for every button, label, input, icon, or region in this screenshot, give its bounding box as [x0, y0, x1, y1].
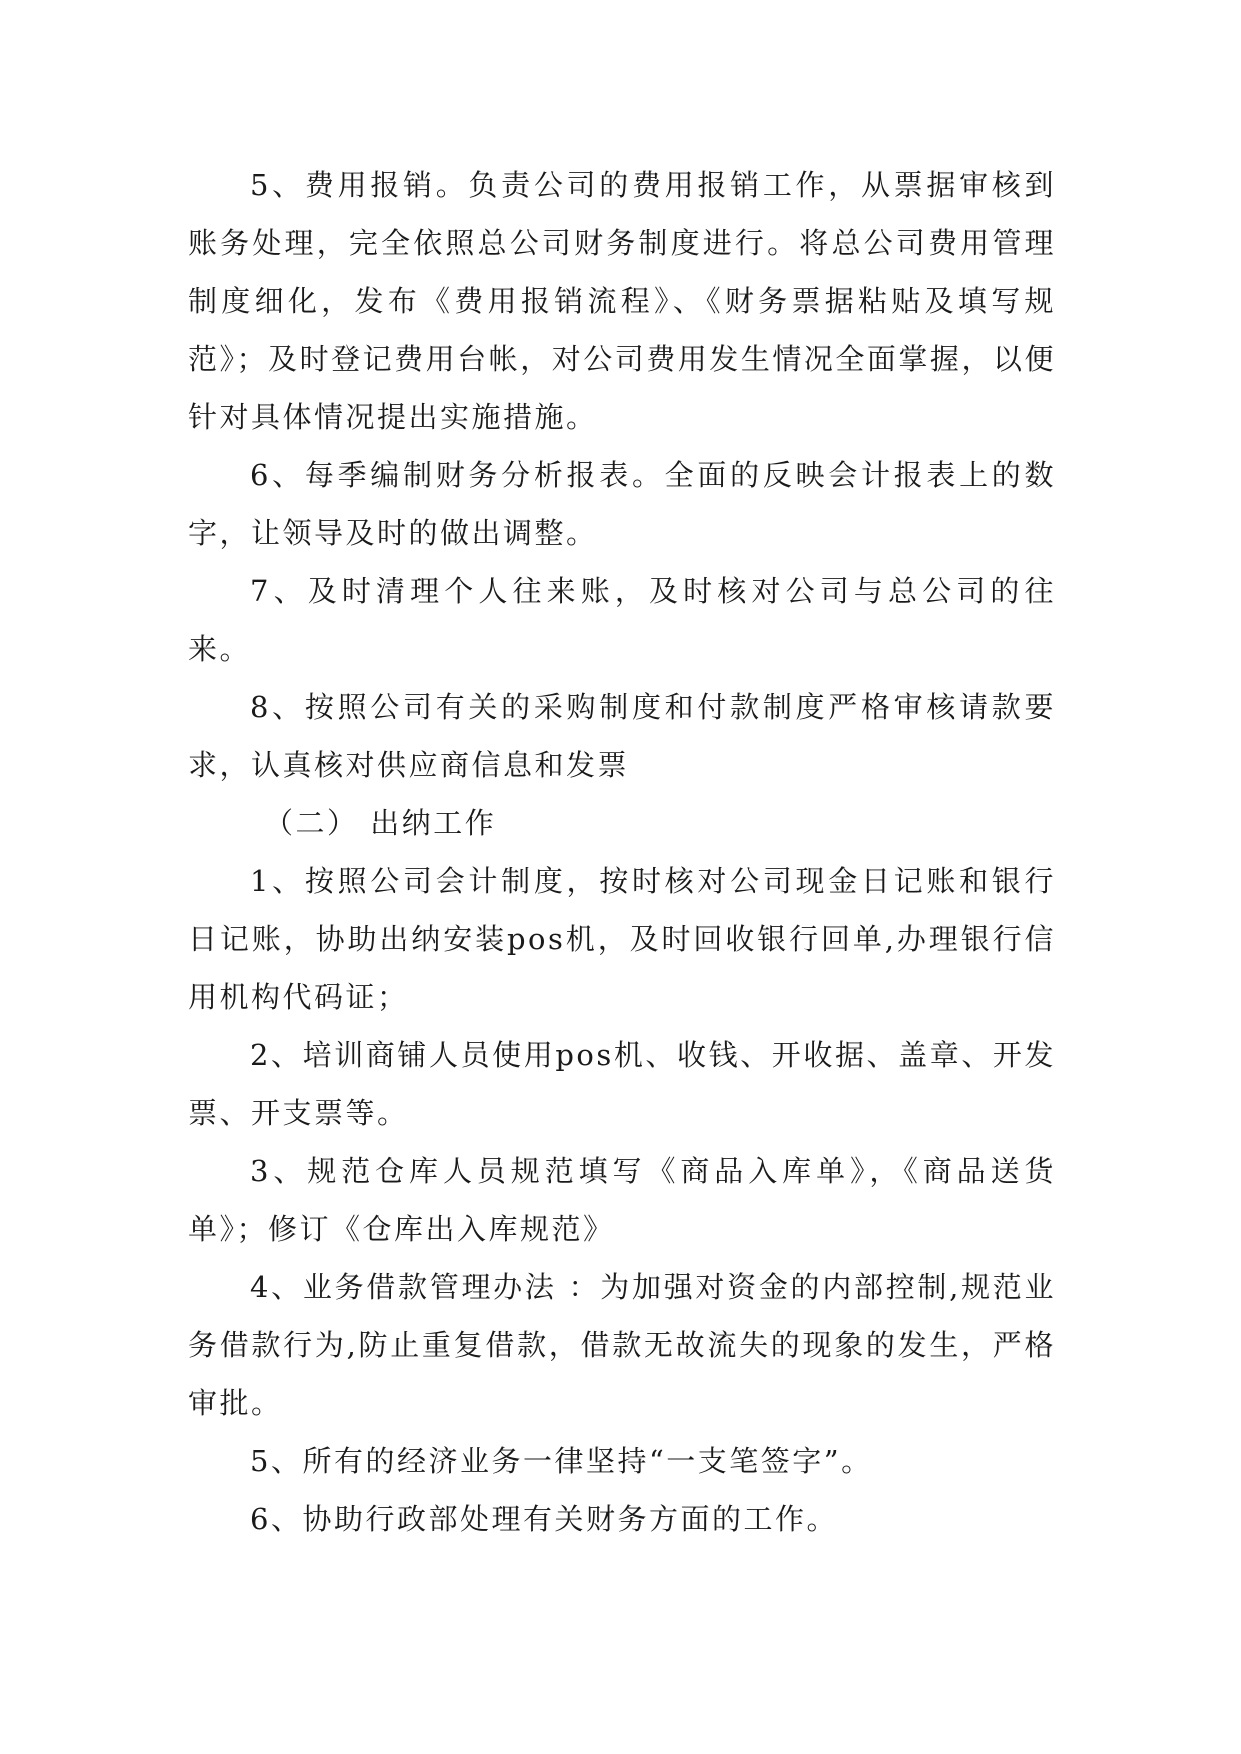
- paragraph-procurement-review: 8、按照公司有关的采购制度和付款制度严格审核请款要求，认真核对供应商信息和发票: [188, 690, 1056, 782]
- paragraph-warehouse-forms: 3、规范仓库人员规范填写《商品入库单》，《商品送货单》；修订《仓库出入库规范》: [188, 1154, 1056, 1246]
- paragraph-quarterly-analysis: 6、每季编制财务分析报表。全面的反映会计报表上的数字，让领导及时的做出调整。: [188, 458, 1056, 550]
- paragraph-cash-journal: 1、按照公司会计制度，按时核对公司现金日记账和银行日记账，协助出纳安装pos机，及时回收银行回单,办理银行信用机构代码证；: [188, 864, 1056, 1014]
- paragraph-assist-admin: 6、协助行政部处理有关财务方面的工作。: [250, 1502, 838, 1536]
- paragraph-personal-accounts: 7、及时清理个人往来账，及时核对公司与总公司的往来。: [188, 574, 1056, 666]
- document-page: [188, 156, 1056, 1548]
- section-heading-cashier: （二） 出纳工作: [264, 806, 497, 840]
- paragraph-loan-management: 4、业务借款管理办法 ：为加强对资金的内部控制,规范业务借款行为,防止重复借款，借款无故流失的现象的发生，严格审批。: [188, 1270, 1056, 1420]
- paragraph-expense-reimbursement: 5、费用报销。负责公司的费用报销工作，从票据审核到账务处理，完全依照总公司财务制度进行。将总公司费用管理制度细化，发布《费用报销流程》、《财务票据粘贴及填写规范》；及时登记费用台帐，对公司费用发生情况全面掌握，以便针对具体情况提出实施措施。: [188, 168, 1056, 434]
- paragraph-single-signature: 5、所有的经济业务一律坚持“一支笔签字”。: [250, 1444, 873, 1478]
- paragraph-pos-training: 2、培训商铺人员使用pos机、收钱、开收据、盖章、开发票、开支票等。: [188, 1038, 1056, 1130]
